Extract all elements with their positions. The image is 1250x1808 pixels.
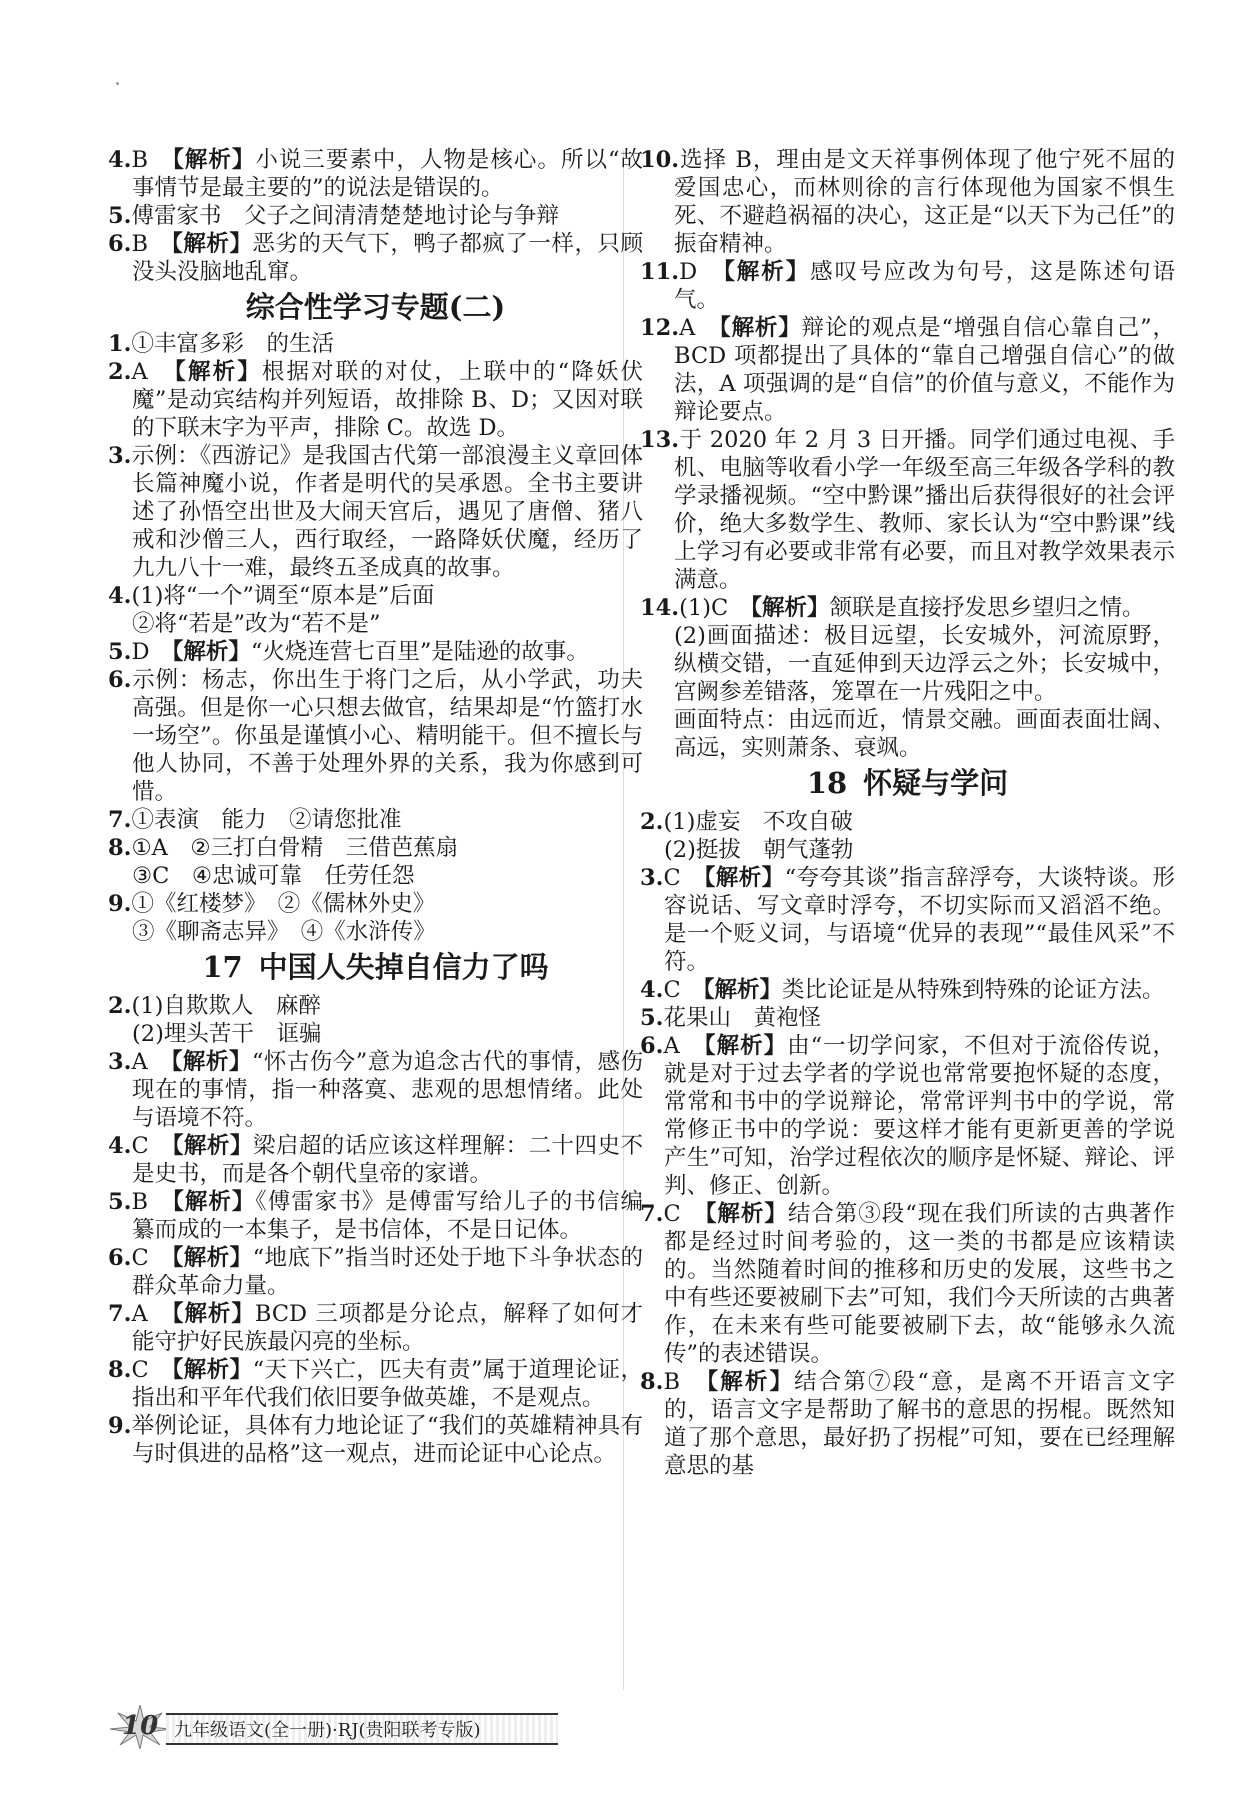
section-answer-7 [108,806,643,834]
lesson-18-title [640,764,1175,802]
answer-text: ①《红楼梦》 ②《儒林外史》 [131,891,436,917]
answer-text: “怀古伤今”意为追念古代的事情，感伤现在的事情，指一种落寞、悲观的思想情绪。此处与语境不符。 [132,1049,643,1131]
item-number: 7. [640,1201,664,1227]
item-number: 6. [108,1245,132,1271]
lesson17-answer-14 [640,594,1175,622]
lesson18-answer-3 [640,864,1175,976]
analysis-tag: 【解析】 [719,315,802,341]
analysis-tag: 【解析】 [172,147,256,173]
item-number: 6. [640,1033,664,1059]
item-number: 3. [108,443,132,469]
answer-text: 于 2020 年 2 月 3 日开播。同学们通过电视、手机、电脑等收看小学一年级至高三年级各学科的教学录播视频。“空中黔课”播出后获得很好的社会评价，绝大多数学生、教师、家长认为“空中黔课”线上学习有必要或非常有必要，而且对教学效果表示满意。 [674,427,1175,593]
item-number: 4. [640,977,664,1003]
choice: A [131,1049,148,1075]
section-answer-5 [108,638,643,666]
analysis-tag: 【解析】 [172,1245,253,1271]
analysis-tag: 【解析】 [704,1033,788,1059]
item-number: 8. [108,835,132,861]
answer-text: 结合第⑦段“意，是离不开语言文字的，语言文字是帮助了解书的意思的拐棍。既然知道了那个意思，最好扔了拐棍”可知，要在已经理解意思的基 [664,1369,1175,1479]
item-number: 9. [108,891,132,917]
lesson-17-title [108,948,643,986]
analysis-tag: 【解析】 [704,865,785,891]
answer-text: “火烧连营七百里”是陆逊的故事。 [250,639,589,665]
item-number: 11. [640,259,680,285]
item-number: 6. [108,231,132,257]
item-number: 4. [108,147,132,173]
analysis-tag: 【解析】 [750,595,830,621]
analysis-tag: 【解析】 [171,1049,252,1075]
choice: D [679,259,698,285]
answer-text: 辩论的观点是“增强自信心靠自己”，BCD 项都提出了具体的“靠自己增强自信心”的做法，A 项强调的是“自信”的价值与意义，不能作为辩论要点。 [674,315,1175,425]
answer-text: 类比论证是从特殊到特殊的论证方法。 [782,977,1165,1003]
lesson18-answer-2 [640,808,1175,836]
analysis-tag: 【解析】 [172,1357,253,1383]
answer-text: ①表演 能力 ②请您批准 [131,807,402,833]
choice: D [131,639,150,665]
answer-text: BCD 三项都是分论点，解释了如何才能守护好民族最闪亮的坐标。 [132,1301,643,1355]
section-answer-3 [108,442,643,582]
choice: C [131,1133,149,1159]
answer-text: 颔联是直接抒发思乡望归之情。 [829,595,1145,621]
answer-text: 由“一切学问家，不但对于流俗传说，就是对于过去学者的学说也常常要抱怀疑的态度，常常和书中的学说辩论，常常评判书中的学说，常常修正书中的学说：要这样才能有更新更善的学说产生”可知，治学过程依次的顺序是怀疑、辩论、评判、修正、创新。 [664,1033,1175,1199]
lesson-title-text: 中国人失掉自信力了吗 [258,950,549,984]
choice: A [131,1301,148,1327]
choice: C [131,1245,149,1271]
answer-text: 梁启超的话应该这样理解：二十四史不是史书，而是各个朝代皇帝的家谱。 [132,1133,643,1187]
analysis-tag: 【解析】 [703,977,782,1003]
answer-text: 根据对联的对仗，上联中的“降妖伏魔”是动宾结构并列短语，故排除 B、D；又因对联的下联末字为平声，排除 C。故选 D。 [132,359,643,441]
answer-text: (1)将“一个”调至“原本是”后面 [131,583,435,609]
lesson-title-text: 怀疑与学问 [863,766,1009,800]
section-answer-8-line2: ③C ④忠诚可靠 任劳任怨 [132,863,415,889]
item-number: 5. [108,1189,132,1215]
lesson17-answer-9 [108,1412,643,1468]
analysis-tag: 【解析】 [723,259,811,285]
answer-text: “夸夸其谈”指言辞浮夸，大谈特谈。形容说话、写文章时浮夸，不切实际而又滔滔不绝。是一个贬义词，与语境“优异的表现”“最佳风采”不符。 [664,865,1175,975]
choice: C [131,1357,149,1383]
item-number: 13. [640,427,680,453]
answer-text: 傅雷家书 父子之间清清楚楚地讨论与争辩 [131,203,560,229]
answer-text: 结合第③段“现在我们所读的古典著作都是经过时间考验的，这一类的书都是应该精读的。当然随着时间的推移和历史的发展，这些书之中有些还要被刷下去”可知，我们今天所读的古典著作，在未来有些可能要被刷下去，故“能够永久流传”的表述错误。 [664,1201,1175,1367]
choice: C [663,865,681,891]
lesson17-answer-3 [108,1048,643,1132]
speck [116,82,119,85]
left-column [108,146,643,1468]
answer-text: 恶劣的天气下，鸭子都疯了一样，只顾没头没脑地乱窜。 [132,231,643,285]
lesson17-answer-2-line2: (2)埋头苦干 诓骗 [132,1021,322,1047]
lesson18-answer-5 [640,1004,1175,1032]
item-number: 1. [108,331,132,357]
lesson17-answer-12 [640,314,1175,426]
lesson18-answer-2-line2: (2)挺拔 朝气蓬勃 [664,837,854,863]
answer-text: (1)自欺欺人 麻醉 [131,993,321,1019]
answer-text: ①丰富多彩 的生活 [131,331,335,357]
answer-text: ①A ②三打白骨精 三借芭蕉扇 [131,835,459,861]
item-number: 2. [108,993,132,1019]
page-footer [110,1705,560,1749]
lesson17-answer-14-part2: (2)画面描述：极目远望，长安城外，河流原野，纵横交错，一直延伸到天边浮云之外；长安城中，宫阙参差错落，笼罩在一片残阳之中。 [674,623,1175,705]
section-answer-8 [108,834,643,862]
lesson18-answer-7 [640,1200,1175,1368]
lesson17-answer-10 [640,146,1175,258]
answer-text: (1)虚妄 不攻自破 [663,809,853,835]
section-title: 综合性学习专题(二) [245,290,506,324]
answer-text: 花果山 黄袍怪 [663,1005,822,1031]
choice: B [663,1369,681,1395]
item-number: 3. [108,1049,132,1075]
lesson17-answer-4 [108,1132,643,1188]
item-number: 7. [108,807,132,833]
lesson18-answer-4 [640,976,1175,1004]
lesson17-answer-5 [108,1188,643,1244]
section-answer-1 [108,330,643,358]
lesson17-answer-8 [108,1356,643,1412]
item-number: 12. [640,315,680,341]
item-number: 9. [108,1413,132,1439]
section-answer-9 [108,890,643,918]
analysis-tag: 【解析】 [174,359,262,385]
item-number: 2. [640,809,664,835]
choice: C [663,977,681,1003]
lesson17-answer-11 [640,258,1175,314]
book-title: 九年级语文(全一册)·RJ(贵阳联考专版) [174,1720,481,1741]
item-number: 4. [108,1133,132,1159]
item-number: 14. [640,595,680,621]
analysis-tag: 【解析】 [705,1201,788,1227]
answer-text: 举例论证，具体有力地论证了“我们的英雄精神具有与时俱进的品格”这一观点，进而论证中心论点。 [131,1413,643,1467]
answer-6 [108,230,643,286]
footer-band [166,1713,558,1745]
choice: B [131,231,149,257]
answer-5 [108,202,643,230]
section-answer-4-line2: ②将“若是”改为“若不是” [132,611,381,637]
lesson-number: 18 [806,766,848,800]
answer-text: 选择 B，理由是文天祥事例体现了他宁死不屈的爱国忠心，而林则徐的言行体现他为国家不惧生死、不避趋祸福的决心，这正是“以天下为己任”的振奋精神。 [674,147,1175,257]
answer-text: “天下兴亡，匹夫有责”属于道理论证，指出和平年代我们依旧要争做英雄，不是观点。 [132,1357,643,1411]
item-number: 5. [108,203,132,229]
analysis-tag: 【解析】 [706,1369,795,1395]
lesson17-answer-13 [640,426,1175,594]
item-number: 8. [108,1357,132,1383]
analysis-tag: 【解析】 [172,1189,256,1215]
choice: (1)C [679,595,729,621]
choice: A [679,315,696,341]
page-number: 10 [122,1711,159,1741]
answer-text: 示例：杨志，你出生于将门之后，从小学武，功夫高强。但是你一心只想去做官，结果却是“竹篮打水一场空”。你虽是谨慎小心、精明能干。但不擅长与他人协同，不善于处理外界的关系，我为你感到可惜。 [131,667,643,805]
answer-text: 《傅雷家书》是傅雷写给儿子的书信编纂而成的一本集子，是书信体，不是日记体。 [132,1189,643,1243]
item-number: 2. [108,359,132,385]
answer-text: 示例：《西游记》是我国古代第一部浪漫主义章回体长篇神魔小说，作者是明代的吴承恩。全书主要讲述了孙悟空出世及大闹天宫后，遇见了唐僧、猪八戒和沙僧三人，西行取经，一路降妖伏魔，经历了九九八十一难，最终五圣成真的故事。 [131,443,643,581]
lesson18-answer-8 [640,1368,1175,1480]
item-number: 5. [108,639,132,665]
analysis-tag: 【解析】 [171,231,253,257]
answer-4 [108,146,643,202]
section-answer-9-line2: ③《聊斋志异》 ④《水浒传》 [132,919,436,945]
answer-text: 感叹号应改为句号，这是陈述句语气。 [674,259,1175,313]
lesson17-answer-6 [108,1244,643,1300]
lesson18-answer-6 [640,1032,1175,1200]
item-number: 3. [640,865,664,891]
lesson-number: 17 [202,950,243,984]
item-number: 4. [108,583,132,609]
lesson17-answer-2 [108,992,643,1020]
lesson17-answer-7 [108,1300,643,1356]
choice: B [131,147,149,173]
section-answer-2 [108,358,643,442]
item-number: 5. [640,1005,664,1031]
analysis-tag: 【解析】 [172,1133,253,1159]
choice: A [131,359,148,385]
lesson17-answer-14-part3: 画面特点：由远而近，情景交融。画面表面壮阔、高远，实则萧条、衰飒。 [674,707,1175,761]
item-number: 8. [640,1369,664,1395]
section-answer-6 [108,666,643,806]
analysis-tag: 【解析】 [172,1301,255,1327]
analysis-tag: 【解析】 [172,639,251,665]
choice: B [131,1189,149,1215]
item-number: 10. [640,147,680,173]
item-number: 7. [108,1301,132,1327]
answer-text: 小说三要素中，人物是核心。所以“故事情节是最主要的”的说法是错误的。 [132,147,643,201]
answer-text: “地底下”指当时还处于地下斗争状态的群众革命力量。 [132,1245,643,1299]
choice: A [663,1033,680,1059]
item-number: 6. [108,667,132,693]
right-column [640,146,1175,1480]
section-answer-4 [108,582,643,610]
choice: C [663,1201,681,1227]
